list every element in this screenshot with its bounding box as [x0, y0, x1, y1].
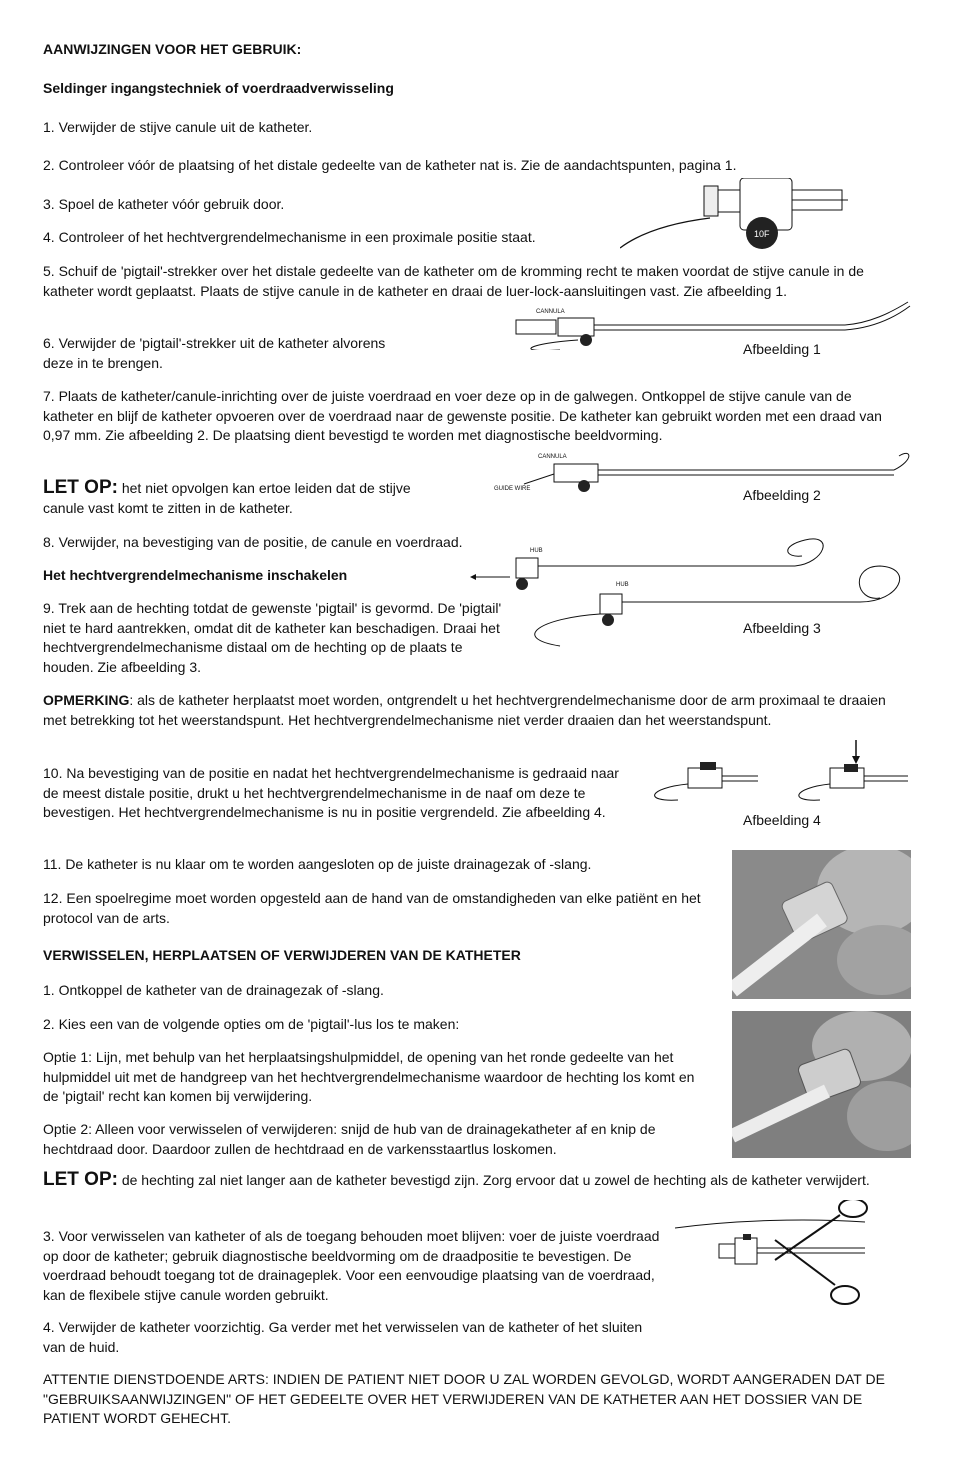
- figure-3-illustration: [440, 528, 920, 653]
- figure-3-caption: Afbeelding 3: [743, 620, 821, 636]
- seldinger-heading: Seldinger ingangstechniek of voerdraadverwisseling: [43, 80, 394, 96]
- exchange-step-3: 3. Voor verwisselen van katheter of als de toegang behouden moet blijven: voer de juiste voerdraad op door de katheter; gebruik diagnostische beeldvorming om de draadpositie te bevestigen. De voerdraad behoudt toegang tot de drainageplek. Voor een eenvoudige plaatsing van de voerdraad, kan de flexibele stijve canule worden gebruikt.: [43, 1228, 660, 1303]
- hub-label-2: HUB: [616, 582, 629, 588]
- page-heading: AANWIJZINGEN VOOR HET GEBRUIK:: [43, 41, 302, 57]
- note-label: OPMERKING: [43, 692, 130, 708]
- note-text: : als de katheter herplaatst moet worden, ontgrendelt u het hechtvergrendelmechanisme door de arm proximaal te draaien met betrekking tot het weerstandspunt. Het hechtvergrendelmechanisme niet verder draaien dan het weerstandspunt.: [43, 692, 886, 728]
- step-12: 12. Een spoelregime moet worden opgesteld aan de hand van de omstandigheden van elke patiënt en het protocol van de arts.: [43, 890, 701, 926]
- figure-1-caption: Afbeelding 1: [743, 341, 821, 357]
- step-9: 9. Trek aan de hechting totdat de gewenste 'pigtail' is gevormd. De 'pigtail' niet te hard aantrekken, omdat dit de katheter kan beschadigen. Draai het hechtvergrendelmechanisme distaal om de hechting op de plaats te houden. Zie afbeelding 3.: [43, 600, 502, 675]
- letop-2-label: LET OP:: [43, 1169, 118, 1190]
- step-5: 5. Schuif de 'pigtail'-strekker over het distale gedeelte van de katheter om de kromming recht te maken voordat de stijve canule in de katheter wordt geplaatst. Plaats de stijve canule in de katheter en draai de luer-lock-aansluitingen vast. Zie afbeelding 1.: [43, 263, 864, 299]
- exchange-heading: VERWISSELEN, HERPLAATSEN OF VERWIJDEREN VAN DE KATHETER: [43, 947, 521, 963]
- attention-note: ATTENTIE DIENSTDOENDE ARTS: INDIEN DE PATIENT NIET DOOR U ZAL WORDEN GEVOLGD, WORDT AANGERADEN DAT DE "GEBRUIKSAANWIJZINGEN" OF HET GEDEELTE OVER HET VERWIJDEREN VAN DE KATHETER AAN HET DOSSIER VAN DE PATIENT WORDT GEHECHT.: [43, 1371, 885, 1426]
- cannula-label-2: CANNULA: [538, 454, 567, 460]
- knob-mark: 10F: [754, 229, 770, 239]
- option-2: Optie 2: Alleen voor verwisselen of verwijderen: snijd de hub van de drainagekatheter af en knip de hechtdraad door. Daardoor zullen de hechtdraad en de varkensstaartlus loskomen.: [43, 1121, 656, 1157]
- unlock-photo-2: [732, 1011, 911, 1158]
- exchange-step-4: 4. Verwijder de katheter voorzichtig. Ga verder met het verwisselen van de katheter of het sluiten van de huid.: [43, 1319, 643, 1355]
- letop-1-text: het niet opvolgen kan ertoe leiden dat de stijve canule vast komt te zitten in de katheter.: [43, 480, 411, 516]
- letop-1-label: LET OP:: [43, 477, 118, 498]
- step-3: 3. Spoel de katheter vóór gebruik door.: [43, 196, 285, 212]
- letop-1: [43, 478, 423, 518]
- step-8: 8. Verwijder, na bevestiging van de positie, de canule en voerdraad.: [43, 534, 463, 550]
- step-6: 6. Verwijder de 'pigtail'-strekker uit de katheter alvorens deze in te brengen.: [43, 335, 386, 371]
- step-10: 10. Na bevestiging van de positie en nadat het hechtvergrendelmechanisme is gedraaid naar de meest distale positie, drukt u het hechtvergrendelmechanisme in de naaf om deze te bevestigen. Het hechtvergrendelmechanisme is nu in positie vergrendeld. Zie afbeelding 4.: [43, 765, 619, 820]
- step-4: 4. Controleer of het hechtvergrendelmechanisme in een proximale positie staat.: [43, 229, 536, 245]
- guide-wire-label: GUIDE WIRE: [494, 486, 531, 492]
- option-1: Optie 1: Lijn, met behulp van het herplaatsingshulpmiddel, de opening van het ronde gedeelte van het hulpmiddel uit met de handgreep van het hechtvergrendelmechanisme waardoor de hechting los komt en de 'pigtail' recht kan komen bij verwijdering.: [43, 1049, 695, 1104]
- hub-closeup-illustration: [620, 178, 850, 258]
- hub-label-1: HUB: [530, 548, 543, 554]
- exchange-step-1: 1. Ontkoppel de katheter van de drainagezak of -slang.: [43, 982, 384, 998]
- cannula-label: CANNULA: [536, 309, 565, 315]
- scissors-cut-illustration: [675, 1200, 915, 1310]
- step-11: 11. De katheter is nu klaar om te worden aangesloten op de juiste drainagezak of -slang.: [43, 856, 592, 872]
- exchange-step-2: 2. Kies een van de volgende opties om de 'pigtail'-lus los te maken:: [43, 1016, 460, 1032]
- figure-1-illustration: [500, 298, 920, 350]
- letop-2-text: de hechting zal niet langer aan de katheter bevestigd zijn. Zorg ervoor dat u zowel de hechting als de katheter verwijdert.: [117, 1172, 870, 1188]
- unlock-photo-1: [732, 850, 911, 999]
- step-2: 2. Controleer vóór de plaatsing of het distale gedeelte van de katheter nat is. Zie de aandachtspunten, pagina 1.: [43, 157, 737, 173]
- figure-2-caption: Afbeelding 2: [743, 487, 821, 503]
- lock-heading: Het hechtvergrendelmechanisme inschakelen: [43, 567, 348, 583]
- note: [43, 691, 908, 730]
- figure-4-illustration: [648, 740, 920, 810]
- figure-2-illustration: [494, 450, 914, 495]
- step-7: 7. Plaats de katheter/canule-inrichting over de juiste voerdraad en voer deze op in de galwegen. Ontkoppel de stijve canule van de katheter en blijf de katheter opvoeren over de voerdraad naar de gewenste positie. De katheter kan gebruikt worden met een draad van 0,97 mm. Zie afbeelding 2. De plaatsing dient bevestigd te worden met diagnostische beeldvorming.: [43, 388, 882, 443]
- figure-4-caption: Afbeelding 4: [743, 812, 821, 828]
- letop-2: [43, 1170, 908, 1191]
- step-1: 1. Verwijder de stijve canule uit de katheter.: [43, 119, 313, 135]
